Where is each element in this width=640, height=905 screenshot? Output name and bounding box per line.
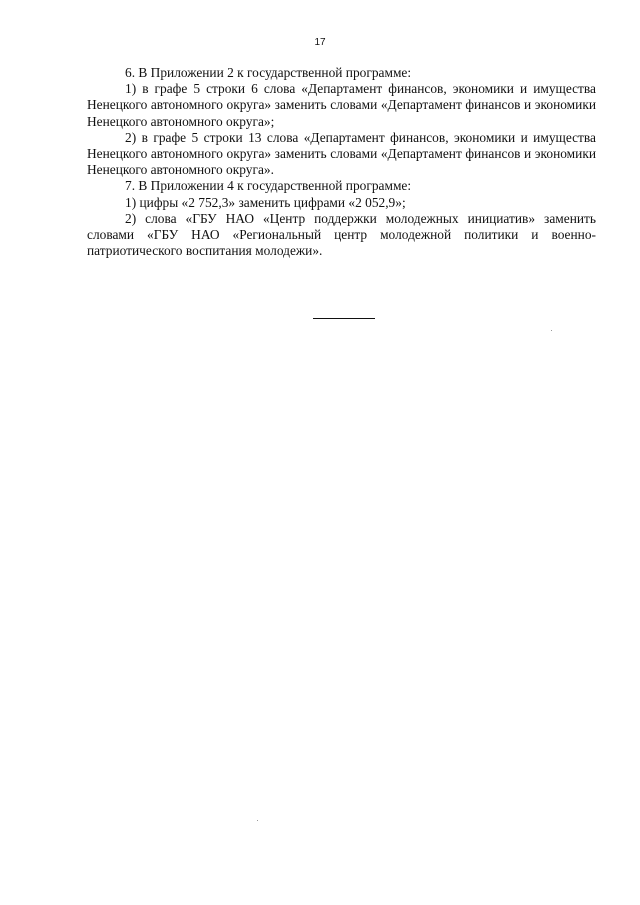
- paragraph-item-7: 7. В Приложении 4 к государственной программе:: [125, 178, 412, 194]
- paragraph-item-6: 6. В Приложении 2 к государственной программе:: [125, 65, 412, 80]
- paragraph-item-7-1: 1) цифры «2 752,3» заменить цифрами «2 052,9»;: [125, 194, 406, 210]
- paragraph-item-7-2: 2) слова «ГБУ НАО «Центр поддержки молодежных инициатив» заменить словами «ГБУ НАО «Региональный центр молодежной политики и военно-патриотического воспитания молодежи».: [87, 210, 596, 259]
- scan-speck: [257, 820, 258, 821]
- paragraph-item-6-2: 2) в графе 5 строки 13 слова «Департамент финансов, экономики и имущества Ненецкого автономного округа» заменить словами «Департамент финансов и экономики Ненецкого автономного округа».: [87, 129, 596, 178]
- document-body: [87, 65, 596, 259]
- end-separator-line: [313, 318, 375, 319]
- scan-speck: [551, 330, 552, 331]
- paragraph-item-6-1: 1) в графе 5 строки 6 слова «Департамент финансов, экономики и имущества Ненецкого автономного округа» заменить словами «Департамент финансов и экономики Ненецкого автономного округа»;: [87, 81, 596, 129]
- page-number: 17: [314, 37, 326, 48]
